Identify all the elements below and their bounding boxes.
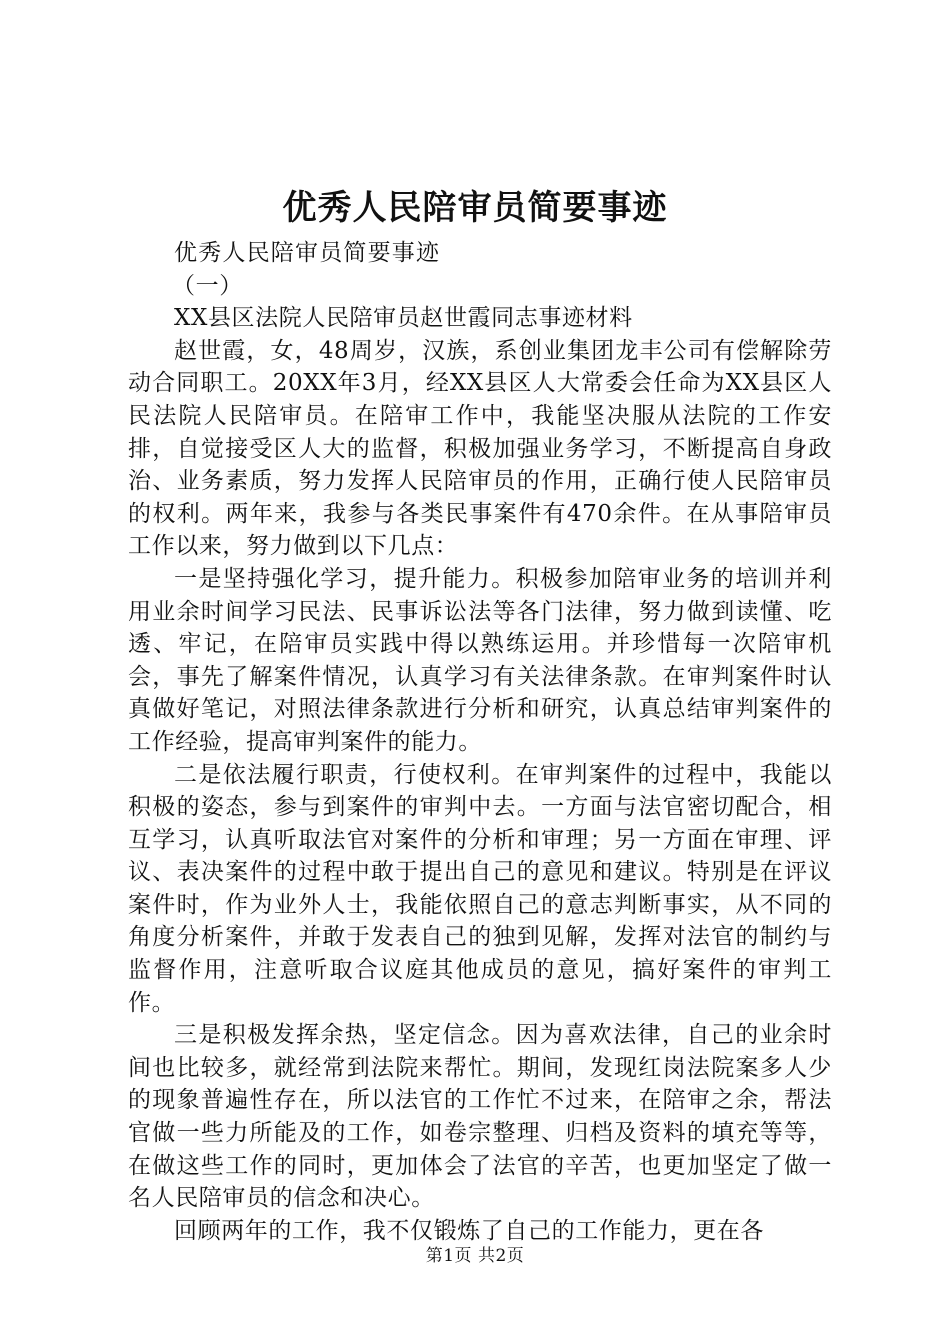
subtitle: 优秀人民陪审员简要事迹: [174, 240, 441, 266]
paragraph-point-1: 一是坚持强化学习，提升能力。积极参加陪审业务的培训并利用业余时间学习民法、民事诉讼法等各门法律，努力做到读懂、吃透、牢记，在陪审员实践中得以熟练运用。并珍惜每一次陪审机会，事先了解案件情况，认真学习有关法律条款。在审判案件时认真做好笔记，对照法律条款进行分析和研究，认真总结审判案件的工作经验，提高审判案件的能力。: [128, 565, 832, 755]
document-title: 优秀人民陪审员简要事迹: [282, 188, 668, 228]
paragraph-point-3: 三是积极发挥余热，坚定信念。因为喜欢法律，自己的业余时间也比较多，就经常到法院来帮忙。期间，发现红岗法院案多人少的现象普遍性存在，所以法官的工作忙不过来，在陪审之余，帮法官做一些力所能及的工作，如卷宗整理、归档及资料的填充等等，在做这些工作的同时，更加体会了法官的辛苦，也更加坚定了做一名人民陪审员的信念和决心。: [128, 1022, 832, 1212]
document-body: [128, 237, 832, 1247]
paragraph-review: 回顾两年的工作，我不仅锻炼了自己的工作能力，更在各: [174, 1217, 764, 1244]
page-footer: 第1页 共2页: [425, 1246, 525, 1266]
section-number: （一）: [172, 272, 243, 299]
paragraph-intro: 赵世霞，女，48周岁，汉族，系创业集团龙丰公司有偿解除劳动合同职工。20XX年3月，经XX县区人大常委会任命为XX县区人民法院人民陪审员。在陪审工作中，我能坚决服从法院的工作安排，自觉接受区人大的监督，积极加强业务学习，不断提高自身政治、业务素质，努力发挥人民陪审员的作用，正确行使人民陪审员的权利。两年来，我参与各类民事案件有470余件。在从事陪审员工作以来，努力做到以下几点：: [128, 337, 832, 560]
paragraph-point-2: 二是依法履行职责，行使权利。在审判案件的过程中，我能以积极的姿态，参与到案件的审判中去。一方面与法官密切配合，相互学习，认真听取法官对案件的分析和审理；另一方面在审理、评议、表决案件的过程中敢于提出自己的意见和建议。特别是在评议案件时，作为业外人士，我能依照自己的意志判断事实，从不同的角度分析案件，并敢于发表自己的独到见解，发挥对法官的制约与监督作用，注意听取合议庭其他成员的意见，搞好案件的审判工作。: [128, 761, 832, 1016]
section-heading: XX县区法院人民陪审员赵世霞同志事迹材料: [174, 305, 633, 332]
